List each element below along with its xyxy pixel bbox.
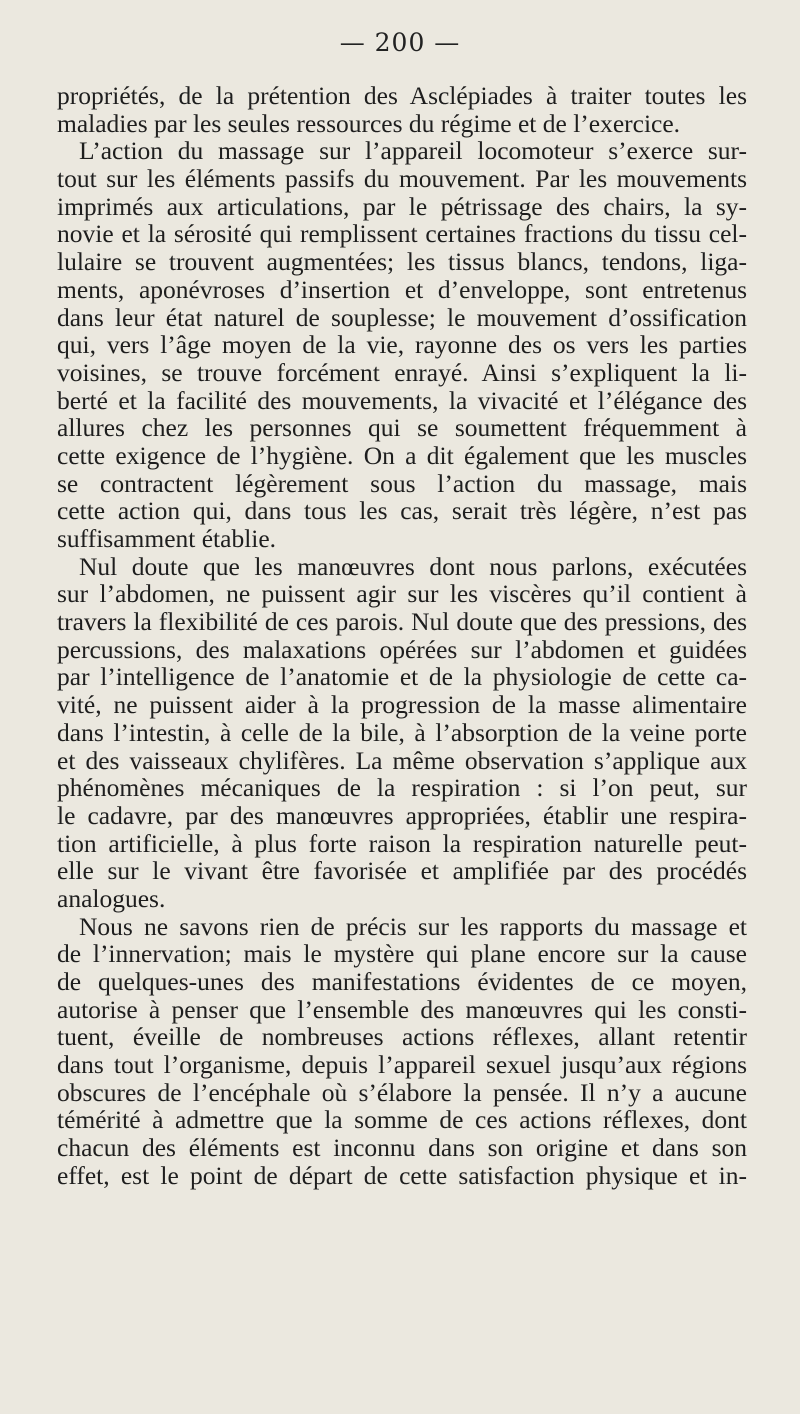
text-line: berté et la facilité des mouvements, la vivacité et l’élégance des xyxy=(57,385,747,415)
text-line: cette exigence de l’hygiène. On a dit également que les muscles xyxy=(57,440,747,470)
text-line: Nul doute que les manœuvres dont nous parlons, exécutées xyxy=(79,551,747,581)
text-line: elle sur le vivant être favorisée et amplifiée par des procédés xyxy=(57,856,747,886)
text-line: lulaire se trouvent augmentées; les tissus blancs, tendons, liga- xyxy=(57,247,747,277)
text-line: se contractent légèrement sous l’action du massage, mais xyxy=(57,468,747,498)
text-line: le cadavre, par des manœuvres appropriées, établir une respira- xyxy=(57,800,747,830)
text-line: de l’innervation; mais le mystère qui plane encore sur la cause xyxy=(57,939,747,969)
text-line: suffisamment établie. xyxy=(57,524,277,553)
text-line: tout sur les éléments passifs du mouvement. Par les mouvements xyxy=(57,164,747,194)
text-line: maladies par les seules ressources du régime et de l’exercice. xyxy=(57,108,681,138)
text-line: percussions, des malaxations opérées sur l’abdomen et guidées xyxy=(57,634,747,664)
text-line: tion artificielle, à plus forte raison la respiration naturelle peut- xyxy=(57,828,747,858)
text-line: et des vaisseaux chylifères. La même observation s’applique aux xyxy=(57,745,747,775)
text-line: dans tout l’organisme, depuis l’appareil sexuel jusqu’aux régions xyxy=(57,1050,747,1080)
text-line: phénomènes mécaniques de la respiration : si l’on peut, sur xyxy=(57,773,747,803)
text-line: voisines, se trouve forcément enrayé. Ainsi s’expliquent la li- xyxy=(57,357,747,387)
text-line: travers la flexibilité de ces parois. Nul doute que des pressions, des xyxy=(57,607,747,637)
text-line: par l’intelligence de l’anatomie et de la physiologie de cette ca- xyxy=(57,662,747,692)
text-line: chacun des éléments est inconnu dans son origine et dans son xyxy=(57,1133,747,1163)
text-line: novie et la sérosité qui remplissent certaines fractions du tissu cel- xyxy=(57,219,747,249)
body-text xyxy=(57,82,747,1190)
text-line: imprimés aux articulations, par le pétrissage des chairs, la sy- xyxy=(57,191,747,221)
text-line: analogues. xyxy=(57,883,166,913)
text-line: effet, est le point de départ de cette satisfaction physique et in- xyxy=(57,1160,747,1190)
page-number: — 200 — xyxy=(339,28,461,57)
text-line: dans l’intestin, à celle de la bile, à l’absorption de la veine porte xyxy=(57,717,747,747)
text-line: L’action du massage sur l’appareil locomoteur s’exerce sur- xyxy=(79,136,747,166)
text-line: tuent, éveille de nombreuses actions réflexes, allant retentir xyxy=(57,1022,747,1052)
text-line: qui, vers l’âge moyen de la vie, rayonne des os vers les parties xyxy=(57,330,747,360)
text-line: sur l’abdomen, ne puissent agir sur les viscères qu’il contient à xyxy=(57,579,747,609)
text-line: vité, ne puissent aider à la progression de la masse alimentaire xyxy=(57,690,747,720)
text-line: Nous ne savons rien de précis sur les rapports du massage et xyxy=(79,911,747,941)
text-line: allures chez les personnes qui se soumettent fréquemment à xyxy=(57,413,747,443)
text-line: obscures de l’encéphale où s’élabore la pensée. Il n’y a aucune xyxy=(57,1077,747,1107)
text-line: propriétés, de la prétention des Asclépiades à traiter toutes les xyxy=(57,81,747,110)
text-line: témérité à admettre que la somme de ces actions réflexes, dont xyxy=(57,1105,747,1135)
text-line: ments, aponévroses d’insertion et d’enveloppe, sont entretenus xyxy=(57,274,747,304)
text-line: cette action qui, dans tous les cas, serait très légère, n’est pas xyxy=(57,496,747,526)
text-line: de quelques-unes des manifestations évidentes de ce moyen, xyxy=(57,967,747,996)
text-line: dans leur état naturel de souplesse; le mouvement d’ossification xyxy=(57,302,747,332)
text-line: autorise à penser que l’ensemble des manœuvres qui les consti- xyxy=(57,994,747,1024)
